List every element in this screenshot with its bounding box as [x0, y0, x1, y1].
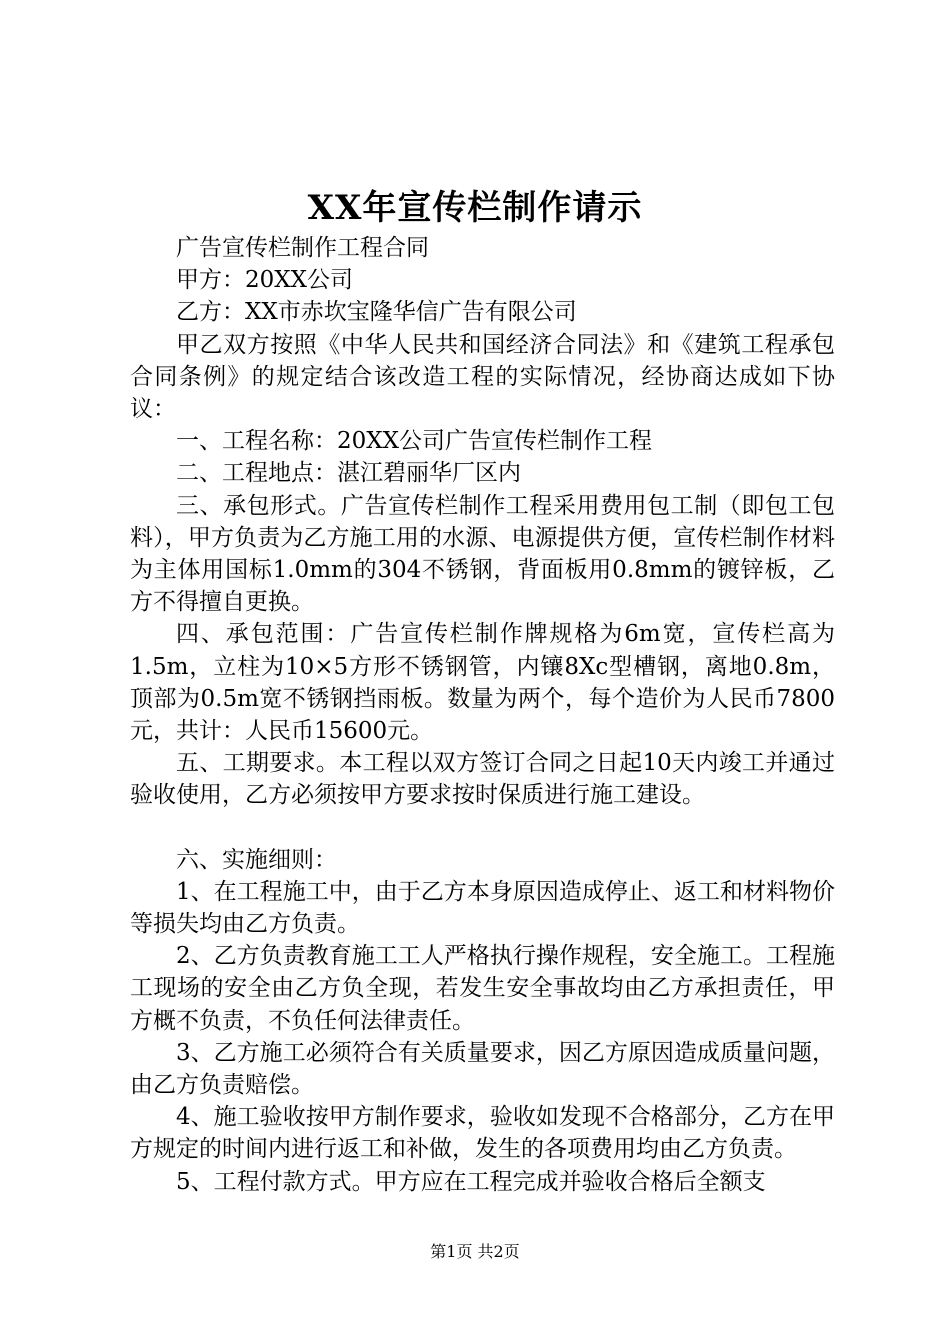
- paragraph-project-location: 二、工程地点：湛江碧丽华厂区内: [176, 460, 521, 487]
- paragraph-rule-2: 2、乙方负责教育施工工人严格执行操作规程，安全施工。工程施工现场的安全由乙方负全现，若发生安全事故均由乙方承担责任，甲方概不负责，不负任何法律责任。: [130, 943, 835, 1034]
- paragraph-rules-heading: 六、实施细则：: [176, 846, 337, 873]
- paragraph-rule-3: 3、乙方施工必须符合有关质量要求，因乙方原因造成质量问题，由乙方负责赔偿。: [130, 1039, 835, 1099]
- document-body: [130, 232, 835, 1198]
- page-number: 第1页 共2页: [430, 1242, 520, 1261]
- document-title: XX年宣传栏制作请示: [307, 188, 643, 228]
- paragraph-contract-form: 三、承包形式。广告宣传栏制作工程采用费用包工制（即包工包料），甲方负责为乙方施工用的水源、电源提供方便，宣传栏制作材料为主体用国标1.0mm的304不锈钢，背面板用0.8mm的镀锌板，乙方不得擅自更换。: [130, 492, 835, 616]
- paragraph-party-a: 甲方：20XX公司: [176, 267, 354, 294]
- paragraph-rule-4: 4、施工验收按甲方制作要求，验收如发现不合格部分，乙方在甲方规定的时间内进行返工和补做，发生的各项费用均由乙方负责。: [130, 1104, 835, 1163]
- paragraph-party-b: 乙方：XX市赤坎宝隆华信广告有限公司: [176, 299, 577, 326]
- paragraph-rule-1: 1、在工程施工中，由于乙方本身原因造成停止、返工和材料物价等损失均由乙方负责。: [130, 878, 835, 938]
- paragraph-contract-title: 广告宣传栏制作工程合同: [176, 235, 429, 261]
- paragraph-rule-5: 5、工程付款方式。甲方应在工程完成并验收合格后全额支: [176, 1168, 766, 1195]
- paragraph-project-name: 一、工程名称：20XX公司广告宣传栏制作工程: [176, 428, 653, 455]
- paragraph-preamble: 甲乙双方按照《中华人民共和国经济合同法》和《建筑工程承包合同条例》的规定结合该改造工程的实际情况，经协商达成如下协议：: [130, 331, 835, 423]
- paragraph-schedule: 五、工期要求。本工程以双方签订合同之日起10天内竣工并通过验收使用，乙方必须按甲方要求按时保质进行施工建设。: [130, 750, 835, 809]
- paragraph-contract-scope: 四、承包范围：广告宣传栏制作牌规格为6m宽，宣传栏高为1.5m，立柱为10×5方形不锈钢管，内镶8Xc型槽钢，离地0.8m，顶部为0.5m宽不锈钢挡雨板。数量为两个，每个造价为人民币7800元，共计：人民币15600元。: [130, 621, 835, 745]
